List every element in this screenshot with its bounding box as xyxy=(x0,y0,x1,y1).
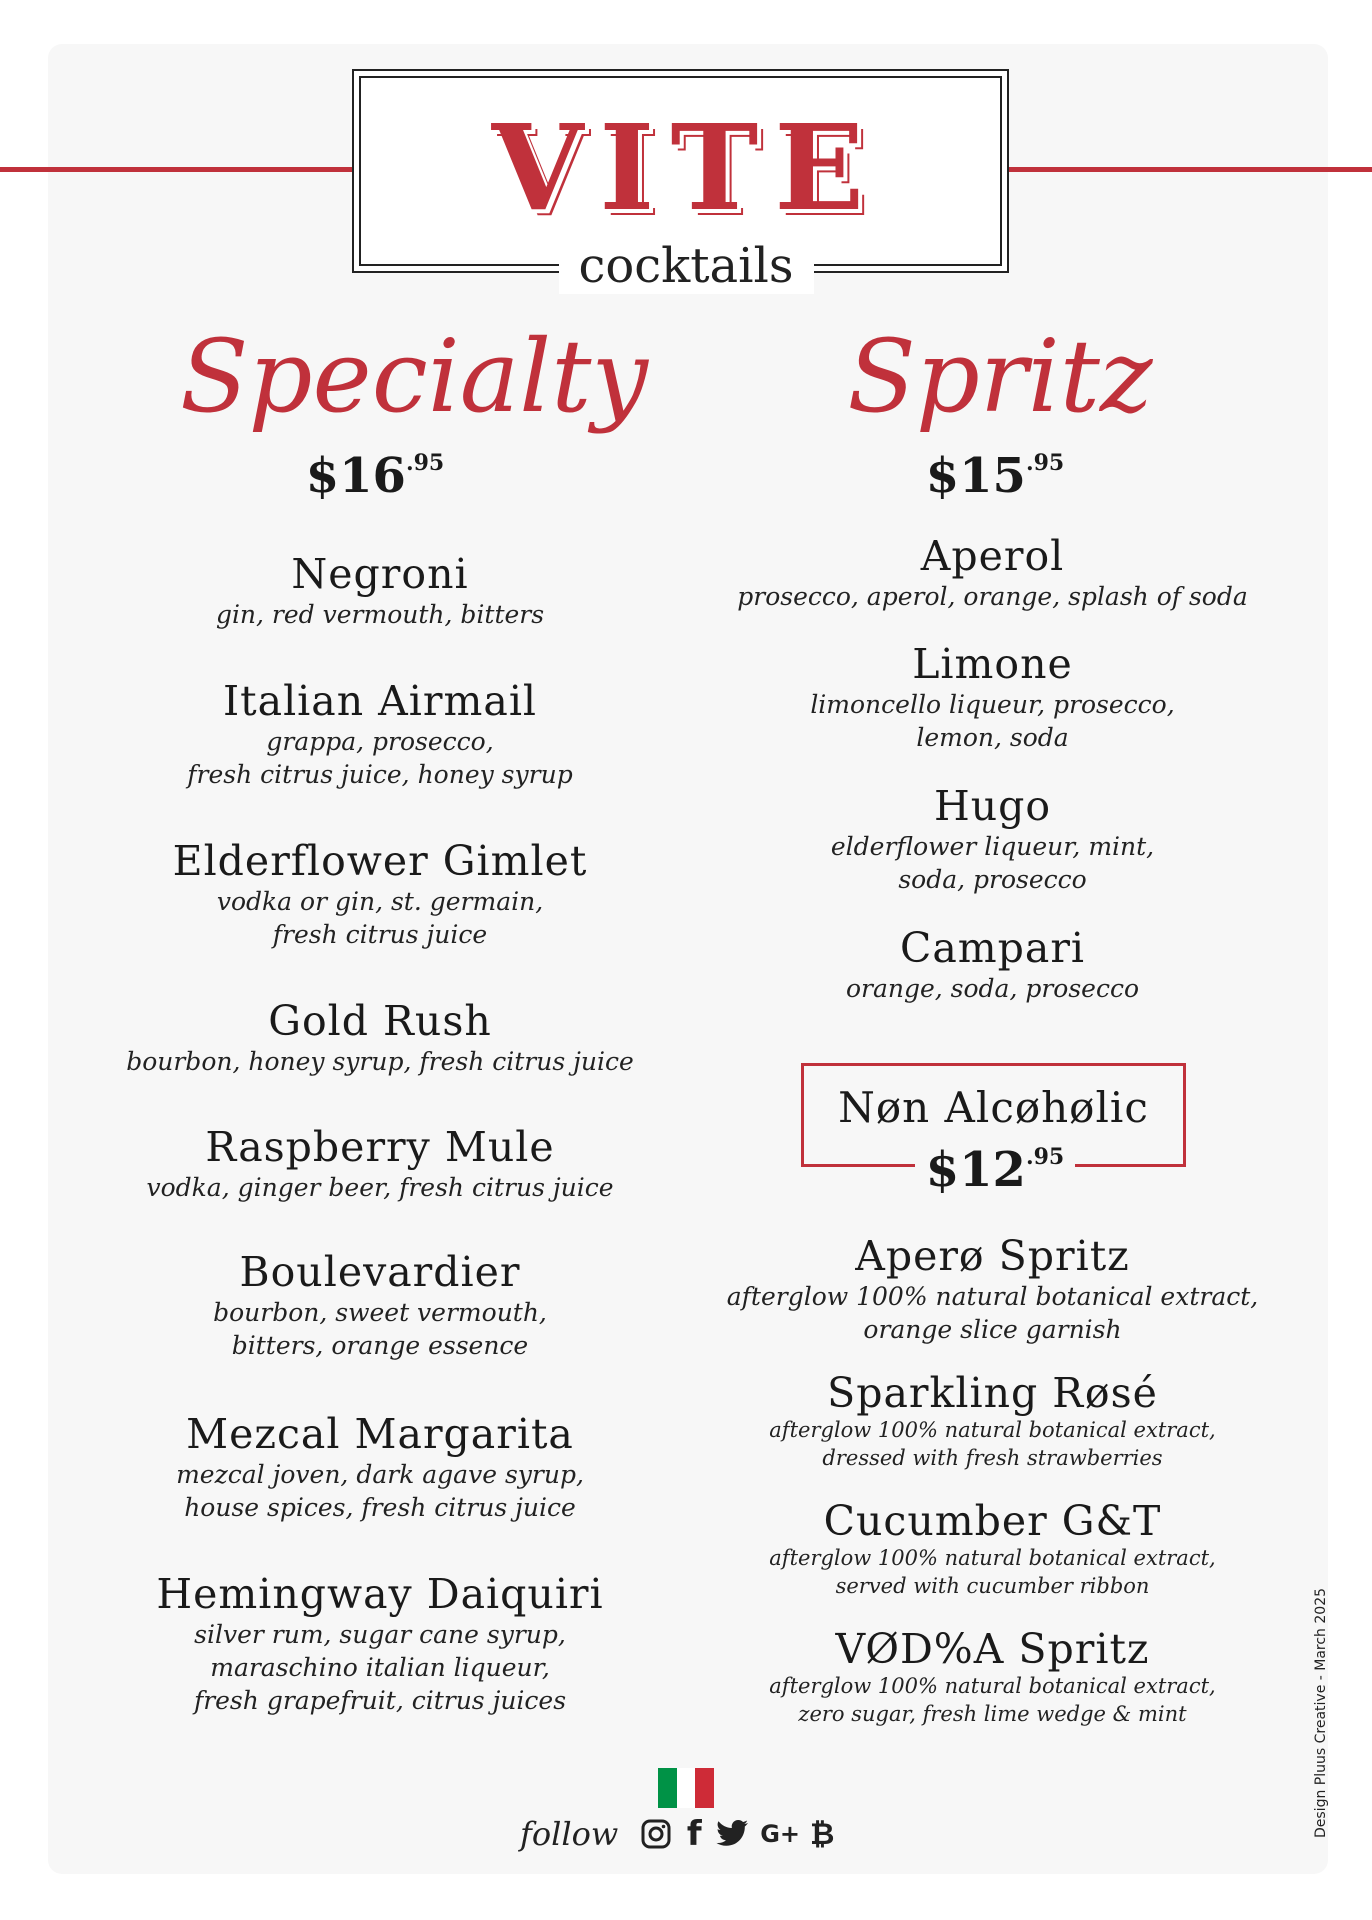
item-name: Hemingway Daiquiri xyxy=(156,1570,604,1618)
twitter-icon[interactable] xyxy=(716,1819,750,1849)
flag-red-band xyxy=(695,1768,714,1808)
menu-item xyxy=(700,1233,1285,1346)
non-alcoholic-price-cents: .95 xyxy=(1025,1144,1065,1170)
item-description: afterglow 100% natural botanical extract, zero sugar, fresh lime wedge & mint xyxy=(769,1674,1216,1726)
menu-item xyxy=(100,1411,660,1524)
item-name: Campari xyxy=(899,924,1086,972)
item-description: elderflower liqueur, mint, soda, prosecco xyxy=(830,832,1155,895)
item-name: Negroni xyxy=(291,550,469,598)
item-name: VØD%A Spritz xyxy=(835,1625,1150,1673)
specialty-price xyxy=(250,448,500,504)
italian-flag-icon xyxy=(658,1768,714,1808)
item-description: orange, soda, prosecco xyxy=(845,974,1140,1004)
item-description: bourbon, honey syrup, fresh citrus juice xyxy=(126,1047,634,1077)
follow-label: follow xyxy=(520,1815,619,1853)
item-description: afterglow 100% natural botanical extract, orange slice garnish xyxy=(726,1282,1259,1345)
item-name: Limone xyxy=(912,640,1073,688)
menu-item xyxy=(700,641,1285,754)
specialty-price-cents: .95 xyxy=(405,450,445,476)
specialty-title: Specialty xyxy=(180,318,648,435)
menu-item xyxy=(100,678,660,791)
logo: VITE xyxy=(491,98,881,237)
menu-item xyxy=(700,533,1285,613)
social-follow-row xyxy=(520,1812,835,1856)
flag-white-band xyxy=(677,1768,696,1808)
item-description: mezcal joven, dark agave syrup, house spices, fresh citrus juice xyxy=(176,1460,584,1523)
menu-item xyxy=(100,998,660,1078)
menu-item xyxy=(100,1124,660,1204)
design-credit: Design Pluus Creative - March 2025 xyxy=(1313,1587,1329,1838)
item-name: Mezcal Margarita xyxy=(186,1410,574,1458)
menu-item xyxy=(700,1498,1285,1601)
spritz-price-dollars: $15 xyxy=(925,448,1026,504)
spritz-price-cents: .95 xyxy=(1025,450,1065,476)
item-description: bourbon, sweet vermouth, bitters, orange essence xyxy=(213,1298,547,1361)
non-alcoholic-title: Nøn Alcøhølic xyxy=(838,1083,1149,1132)
menu-item xyxy=(100,1249,660,1362)
item-name: Raspberry Mule xyxy=(205,1123,555,1171)
spritz-price xyxy=(870,448,1120,504)
item-description: afterglow 100% natural botanical extract, dressed with fresh strawberries xyxy=(769,1418,1216,1470)
menu-item xyxy=(700,783,1285,896)
item-description: silver rum, sugar cane syrup, maraschino italian liqueur, fresh grapefruit, citrus juices xyxy=(193,1620,567,1716)
item-name: Italian Airmail xyxy=(222,677,538,725)
menu-item xyxy=(700,1626,1285,1729)
item-name: Gold Rush xyxy=(268,997,492,1045)
item-name: Hugo xyxy=(933,782,1052,830)
item-description: gin, red vermouth, bitters xyxy=(215,600,545,630)
menu-item xyxy=(700,925,1285,1005)
item-description: afterglow 100% natural botanical extract, served with cucumber ribbon xyxy=(769,1546,1216,1598)
specialty-price-dollars: $16 xyxy=(305,448,406,504)
item-name: Aperol xyxy=(920,532,1065,580)
item-name: Sparkling Røsé xyxy=(827,1369,1158,1417)
item-description: grappa, prosecco, fresh citrus juice, honey syrup xyxy=(187,727,573,790)
flag-green-band xyxy=(658,1768,677,1808)
non-alcoholic-price-dollars: $12 xyxy=(925,1142,1026,1198)
menu-item xyxy=(100,838,660,951)
google-plus-icon[interactable]: G+ xyxy=(760,1820,801,1848)
instagram-icon[interactable] xyxy=(640,1818,672,1850)
spritz-title: Spritz xyxy=(847,318,1153,435)
item-description: vodka, ginger beer, fresh citrus juice xyxy=(146,1173,614,1203)
logo-subtitle-wrap xyxy=(0,238,1372,294)
bitcoin-icon[interactable]: ₿ xyxy=(810,1816,835,1852)
item-name: Cucumber G&T xyxy=(823,1497,1162,1545)
facebook-icon[interactable]: f xyxy=(686,1814,702,1854)
item-name: Aperø Spritz xyxy=(855,1232,1130,1280)
item-description: vodka or gin, st. germain, fresh citrus juice xyxy=(216,887,544,950)
menu-item xyxy=(700,1370,1285,1473)
item-name: Boulevardier xyxy=(239,1248,521,1296)
item-description: limoncello liqueur, prosecco, lemon, soda xyxy=(810,690,1175,753)
non-alcoholic-price xyxy=(870,1142,1120,1198)
menu-item xyxy=(100,1571,660,1717)
menu-item xyxy=(100,551,660,631)
item-name: Elderflower Gimlet xyxy=(172,837,588,885)
item-description: prosecco, aperol, orange, splash of soda xyxy=(737,582,1248,612)
logo-subtitle: cocktails xyxy=(559,238,814,294)
